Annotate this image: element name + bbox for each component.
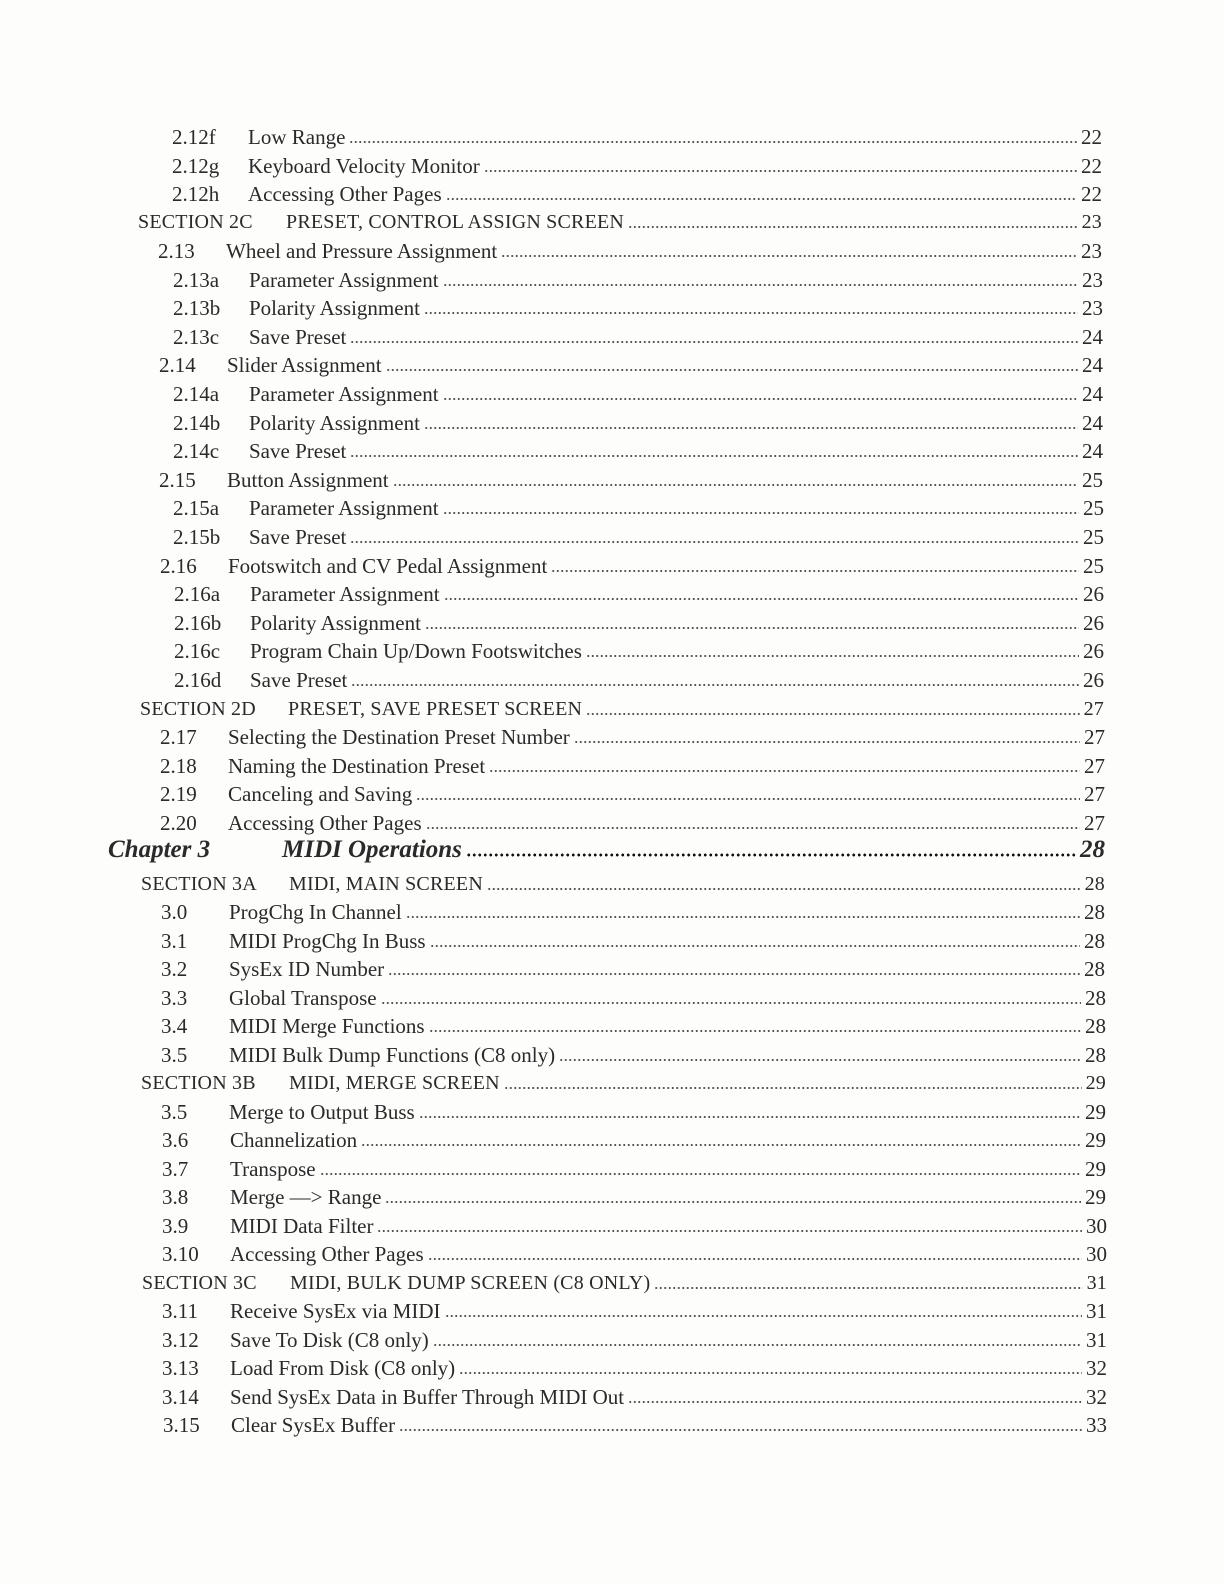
toc-entry (158, 237, 1102, 265)
toc-entry (160, 752, 1105, 780)
dot-leader (425, 626, 1079, 630)
entry-title: Accessing Other Pages (230, 1242, 424, 1266)
dot-leader (487, 887, 1081, 891)
entry-page-number: 27 (1084, 754, 1105, 778)
entry-title: Save Preset (249, 525, 347, 549)
toc-entry (160, 809, 1105, 837)
dot-leader (377, 1229, 1082, 1233)
entry-number: 2.14b (173, 411, 221, 435)
entry-number: 3.3 (161, 986, 188, 1010)
entry-title: Polarity Assignment (249, 411, 420, 435)
dot-leader (466, 853, 1076, 857)
toc-entry (162, 1240, 1107, 1268)
entry-number: 3.14 (162, 1385, 199, 1409)
dot-leader (350, 340, 1078, 344)
entry-title: Footswitch and CV Pedal Assignment (228, 554, 548, 578)
entry-title: Merge to Output Buss (229, 1100, 415, 1124)
toc-entry (161, 1012, 1106, 1040)
dot-leader (586, 654, 1079, 658)
toc-entry (174, 637, 1104, 665)
entry-number: 3.11 (162, 1299, 198, 1323)
entry-page-number: 31 (1086, 1328, 1107, 1352)
toc-entry (163, 1411, 1107, 1439)
dot-leader (320, 1172, 1081, 1176)
entry-page-number: 32 (1086, 1385, 1107, 1409)
toc-entry (162, 1326, 1107, 1354)
toc-entry (161, 927, 1105, 955)
dot-leader (443, 283, 1078, 287)
entry-title: Canceling and Saving (228, 782, 413, 806)
toc-entry (173, 294, 1103, 322)
entry-title: Naming the Destination Preset (228, 754, 486, 778)
entry-title: Channelization (230, 1128, 358, 1152)
dot-leader (551, 569, 1079, 573)
entry-title: Wheel and Pressure Assignment (226, 239, 498, 263)
toc-entry (173, 380, 1103, 408)
toc-entry (173, 437, 1103, 465)
entry-title: MIDI Merge Functions (229, 1014, 425, 1038)
toc-entry (173, 409, 1103, 437)
entry-page-number: 24 (1082, 439, 1103, 463)
entry-number: 2.16a (174, 582, 221, 606)
entry-title: MIDI ProgChg In Buss (229, 929, 426, 953)
dot-leader (349, 140, 1077, 144)
entry-number: 3.7 (162, 1157, 189, 1181)
dot-leader (443, 511, 1079, 515)
entry-page-number: 29 (1085, 1072, 1106, 1094)
dot-leader (559, 1058, 1081, 1062)
entry-page-number: 28 (1085, 1014, 1106, 1038)
dot-leader (399, 1428, 1082, 1432)
toc-entry (161, 1041, 1106, 1069)
entry-number: 2.20 (160, 811, 197, 835)
toc-entry (162, 1354, 1107, 1382)
entry-title: Parameter Assignment (249, 268, 439, 292)
entry-title: MIDI, MERGE SCREEN (289, 1072, 500, 1094)
entry-page-number: 24 (1082, 353, 1103, 377)
entry-number: SECTION 2D (140, 698, 256, 720)
entry-page-number: 23 (1081, 239, 1102, 263)
entry-number: 3.13 (162, 1356, 199, 1380)
dot-leader (424, 311, 1078, 315)
entry-number: 2.13 (158, 239, 195, 263)
toc-entry (162, 1155, 1106, 1183)
entry-page-number: 27 (1084, 811, 1105, 835)
entry-page-number: 28 (1080, 836, 1105, 863)
toc-section-entry (140, 695, 1104, 723)
entry-number: SECTION 3B (141, 1072, 256, 1094)
toc-entry (174, 580, 1104, 608)
toc-entry (162, 1183, 1106, 1211)
entry-number: 2.12f (172, 125, 216, 149)
dot-leader (628, 1400, 1082, 1404)
toc-entry (174, 666, 1104, 694)
entry-page-number: 29 (1085, 1157, 1106, 1181)
entry-number: 2.16c (174, 639, 221, 663)
toc-entry (172, 123, 1102, 151)
entry-number: 2.13a (173, 268, 220, 292)
entry-title: MIDI, BULK DUMP SCREEN (C8 ONLY) (290, 1272, 651, 1294)
entry-page-number: 26 (1083, 668, 1104, 692)
entry-number: 2.19 (160, 782, 197, 806)
entry-number: 3.12 (162, 1328, 199, 1352)
entry-page-number: 29 (1085, 1128, 1106, 1152)
entry-title: Save Preset (250, 668, 348, 692)
entry-number: 3.2 (161, 957, 188, 981)
entry-page-number: 27 (1083, 698, 1104, 720)
entry-number: 2.17 (160, 725, 197, 749)
dot-leader (361, 1143, 1081, 1147)
entry-title: Transpose (230, 1157, 316, 1181)
dot-leader (628, 225, 1078, 229)
dot-leader (385, 1200, 1081, 1204)
entry-number: 2.16b (174, 611, 222, 635)
toc-section-entry (138, 208, 1102, 236)
entry-page-number: 23 (1082, 268, 1103, 292)
entry-number: SECTION 3C (142, 1272, 257, 1294)
entry-page-number: 28 (1084, 957, 1105, 981)
dot-leader (574, 740, 1080, 744)
entry-title: ProgChg In Channel (229, 900, 402, 924)
dot-leader (501, 254, 1077, 258)
entry-page-number: 28 (1085, 1043, 1106, 1067)
entry-title: Slider Assignment (227, 353, 382, 377)
entry-page-number: 27 (1084, 782, 1105, 806)
entry-page-number: 25 (1083, 496, 1104, 520)
entry-page-number: 29 (1085, 1185, 1106, 1209)
entry-page-number: 29 (1085, 1100, 1106, 1124)
dot-leader (443, 397, 1078, 401)
entry-number: 2.15 (159, 468, 196, 492)
entry-title: MIDI Bulk Dump Functions (C8 only) (229, 1043, 556, 1067)
entry-number: 2.15b (173, 525, 221, 549)
dot-leader (429, 1029, 1081, 1033)
entry-page-number: 33 (1086, 1413, 1107, 1437)
entry-page-number: 28 (1085, 986, 1106, 1010)
dot-leader (350, 540, 1079, 544)
entry-number: 2.14c (173, 439, 220, 463)
entry-number: 3.9 (162, 1214, 189, 1238)
dot-leader (406, 915, 1080, 919)
toc-chapter-entry (108, 836, 1105, 864)
dot-leader (459, 1371, 1082, 1375)
entry-page-number: 31 (1086, 1299, 1107, 1323)
dot-leader (416, 797, 1080, 801)
entry-title: PRESET, CONTROL ASSIGN SCREEN (286, 211, 625, 233)
entry-title: Load From Disk (C8 only) (230, 1356, 456, 1380)
toc-entry (173, 266, 1103, 294)
entry-number: 3.5 (161, 1100, 188, 1124)
entry-title: Low Range (248, 125, 346, 149)
entry-page-number: 28 (1084, 929, 1105, 953)
toc-entry (162, 1212, 1107, 1240)
entry-page-number: 28 (1084, 873, 1105, 895)
entry-number: 2.12g (172, 154, 220, 178)
toc-entry (160, 723, 1105, 751)
entry-title: Merge —> Range (230, 1185, 382, 1209)
entry-title: Save To Disk (C8 only) (230, 1328, 429, 1352)
entry-title: MIDI Operations (282, 836, 462, 863)
toc-entry (160, 780, 1105, 808)
entry-title: Parameter Assignment (250, 582, 440, 606)
entry-number: 3.5 (161, 1043, 188, 1067)
entry-title: Save Preset (249, 325, 347, 349)
toc-section-entry (141, 870, 1105, 898)
entry-title: Send SysEx Data in Buffer Through MIDI Out (230, 1385, 625, 1409)
entry-page-number: 26 (1083, 639, 1104, 663)
entry-page-number: 30 (1086, 1214, 1107, 1238)
entry-page-number: 28 (1084, 900, 1105, 924)
entry-page-number: 25 (1083, 554, 1104, 578)
entry-title: Keyboard Velocity Monitor (248, 154, 480, 178)
entry-number: 2.16 (160, 554, 197, 578)
entry-page-number: 24 (1082, 382, 1103, 406)
entry-page-number: 25 (1082, 468, 1103, 492)
entry-number: SECTION 3A (141, 873, 257, 895)
dot-leader (424, 426, 1078, 430)
entry-title: Button Assignment (227, 468, 389, 492)
toc-entry (173, 323, 1103, 351)
dot-leader (504, 1086, 1082, 1090)
toc-entry (173, 523, 1104, 551)
toc-entry (160, 552, 1104, 580)
dot-leader (419, 1115, 1081, 1119)
toc-entry (161, 898, 1105, 926)
entry-page-number: 25 (1083, 525, 1104, 549)
toc-entry (159, 351, 1103, 379)
toc-entry (162, 1297, 1107, 1325)
entry-title: Selecting the Destination Preset Number (228, 725, 570, 749)
entry-number: SECTION 2C (138, 211, 253, 233)
entry-title: Global Transpose (229, 986, 377, 1010)
entry-page-number: 22 (1081, 125, 1102, 149)
entry-title: Receive SysEx via MIDI (230, 1299, 441, 1323)
dot-leader (654, 1286, 1082, 1290)
toc-entry (161, 1098, 1106, 1126)
entry-page-number: 24 (1082, 411, 1103, 435)
entry-title: Parameter Assignment (249, 382, 439, 406)
toc-entry (161, 984, 1106, 1012)
entry-number: 3.10 (162, 1242, 199, 1266)
entry-number: 2.16d (174, 668, 222, 692)
entry-page-number: 26 (1083, 611, 1104, 635)
entry-page-number: 22 (1081, 182, 1102, 206)
entry-number: 2.18 (160, 754, 197, 778)
toc-entry (172, 152, 1102, 180)
entry-page-number: 30 (1086, 1242, 1107, 1266)
entry-title: Accessing Other Pages (248, 182, 442, 206)
dot-leader (446, 197, 1077, 201)
dot-leader (386, 368, 1078, 372)
toc-entry (162, 1126, 1106, 1154)
entry-page-number: 27 (1084, 725, 1105, 749)
toc-section-entry (142, 1269, 1107, 1297)
dot-leader (393, 483, 1078, 487)
entry-number: 2.13b (173, 296, 221, 320)
entry-title: Polarity Assignment (250, 611, 421, 635)
dot-leader (445, 1314, 1082, 1318)
entry-title: Parameter Assignment (249, 496, 439, 520)
dot-leader (489, 769, 1080, 773)
toc-section-entry (141, 1069, 1106, 1097)
entry-number: 2.14a (173, 382, 220, 406)
dot-leader (430, 944, 1080, 948)
entry-title: Clear SysEx Buffer (231, 1413, 396, 1437)
toc-entry (162, 1383, 1107, 1411)
entry-number: 2.14 (159, 353, 196, 377)
entry-title: SysEx ID Number (229, 957, 385, 981)
dot-leader (428, 1257, 1082, 1261)
dot-leader (433, 1343, 1082, 1347)
entry-title: Polarity Assignment (249, 296, 420, 320)
dot-leader (586, 712, 1079, 716)
entry-number: 2.12h (172, 182, 220, 206)
entry-title: PRESET, SAVE PRESET SCREEN (288, 698, 583, 720)
dot-leader (426, 826, 1080, 830)
toc-entry (161, 955, 1105, 983)
entry-title: MIDI, MAIN SCREEN (289, 873, 483, 895)
toc-entry (172, 180, 1102, 208)
entry-page-number: 31 (1086, 1272, 1107, 1294)
entry-title: Program Chain Up/Down Footswitches (250, 639, 582, 663)
entry-number: Chapter 3 (108, 836, 211, 863)
entry-title: MIDI Data Filter (230, 1214, 374, 1238)
entry-page-number: 23 (1082, 296, 1103, 320)
dot-leader (484, 169, 1077, 173)
entry-number: 2.13c (173, 325, 220, 349)
entry-page-number: 23 (1081, 211, 1102, 233)
entry-page-number: 26 (1083, 582, 1104, 606)
entry-number: 3.0 (161, 900, 188, 924)
dot-leader (351, 683, 1079, 687)
entry-page-number: 32 (1086, 1356, 1107, 1380)
entry-number: 3.8 (162, 1185, 189, 1209)
entry-page-number: 22 (1081, 154, 1102, 178)
dot-leader (350, 454, 1078, 458)
toc-entry (159, 466, 1103, 494)
entry-number: 2.15a (173, 496, 220, 520)
toc-entry (174, 609, 1104, 637)
dot-leader (444, 597, 1079, 601)
entry-number: 3.6 (162, 1128, 189, 1152)
entry-title: Accessing Other Pages (228, 811, 422, 835)
entry-page-number: 24 (1082, 325, 1103, 349)
dot-leader (381, 1001, 1081, 1005)
toc-entry (173, 494, 1104, 522)
entry-title: Save Preset (249, 439, 347, 463)
dot-leader (388, 972, 1080, 976)
entry-number: 3.1 (161, 929, 188, 953)
entry-number: 3.15 (163, 1413, 200, 1437)
entry-number: 3.4 (161, 1014, 188, 1038)
